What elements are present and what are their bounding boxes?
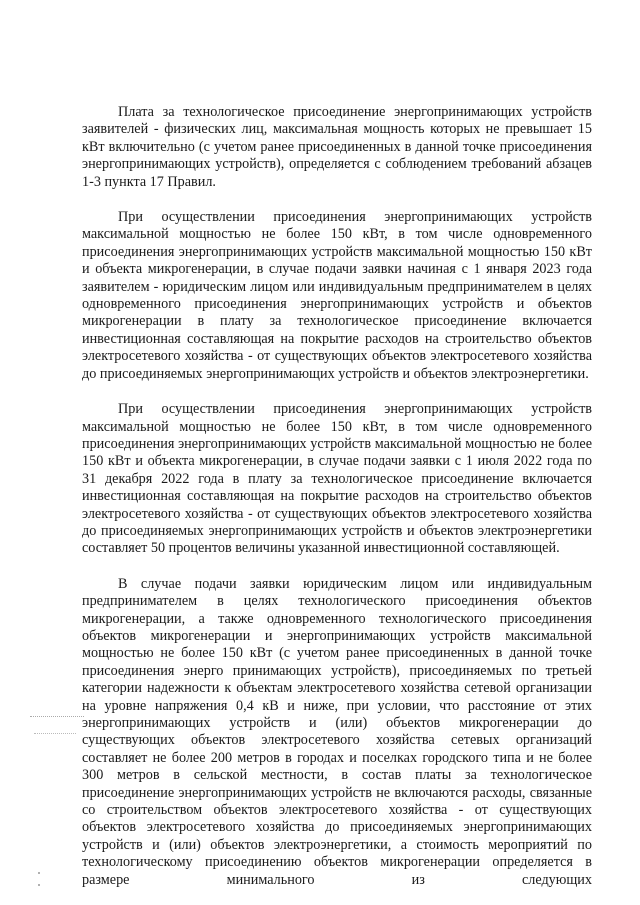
paragraph-1: Плата за технологическое присоединение энергопринимающих устройств заявителей - физических лиц, максимальная мощность которых не превышает 15 кВт включительно (с учетом ранее присоединенных в данной точке присоединения энергопринимающих устройств), определяется с соблюдением требований абзацев 1-3 пункта 17 Правил. xyxy=(82,104,592,190)
paragraph-3: При осуществлении присоединения энергопринимающих устройств максимальной мощностью не более 150 кВт, в том числе одновременного присоединения энергопринимающих устройств максимальной мощностью не более 150 кВт и объекта микрогенерации, в случае подачи заявки с 1 июля 2022 года по 31 декабря 2022 года в плату за технологическое присоединение включается инвестиционная составляющая на покрытие расходов на строительство объектов электросетевого хозяйства - от существующих объектов электросетевого хозяйства до присоединяемых энергопринимающих устройств и объектов электроэнергетики составляет 50 процентов величины указанной инвестиционной составляющей. xyxy=(82,401,592,557)
scan-margin-mark xyxy=(34,733,76,734)
scan-artifact xyxy=(38,884,40,886)
scan-margin-mark xyxy=(30,716,84,717)
paragraph-2: При осуществлении присоединения энергопринимающих устройств максимальной мощностью не более 150 кВт, в том числе одновременного присоединения энергопринимающих устройств максимальной мощностью 150 кВт и объекта микрогенерации, в случае подачи заявки начиная с 1 января 2023 года заявителем - юридическим лицом или индивидуальным предпринимателем в целях одновременного присоединения энергопринимающих устройств и объектов микрогенерации в плату за технологическое присоединение включается инвестиционная составляющая на покрытие расходов на строительство объектов электросетевого хозяйства - от существующих объектов электросетевого хозяйства до присоединяемых энергопринимающих устройств и объектов электроэнергетики. xyxy=(82,209,592,382)
document-page xyxy=(82,104,592,889)
scan-artifact xyxy=(38,872,40,874)
paragraph-4: В случае подачи заявки юридическим лицом или индивидуальным предпринимателем в целях технологического присоединения объектов микрогенерации, а также одновременного технологического присоединения объектов микрогенерации и энергопринимающих устройств максимальной мощностью не более 150 кВт (с учетом ранее присоединенных в данной точке присоединения энерго принимающих устройств), присоединяемых по третьей категории надежности к объектам электросетевого хозяйства сетевой организации на уровне напряжения 0,4 кВ и ниже, при условии, что расстояние от этих энергопринимающих устройств и (или) объектов микрогенерации до существующих объектов электросетевого хозяйства сетевых организаций составляет не более 200 метров в городах и поселках городского типа и не более 300 метров в сельской местности, в состав платы за технологическое присоединение энергопринимающих устройств не включаются расходы, связанные со строительством объектов электросетевого хозяйства - от существующих объектов электросетевого хозяйства до присоединяемых энергопринимающих устройств и (или) объектов электроэнергетики, а стоимость мероприятий по технологическому присоединению объектов микрогенерации определяется в размере минимального из следующих xyxy=(82,575,592,888)
